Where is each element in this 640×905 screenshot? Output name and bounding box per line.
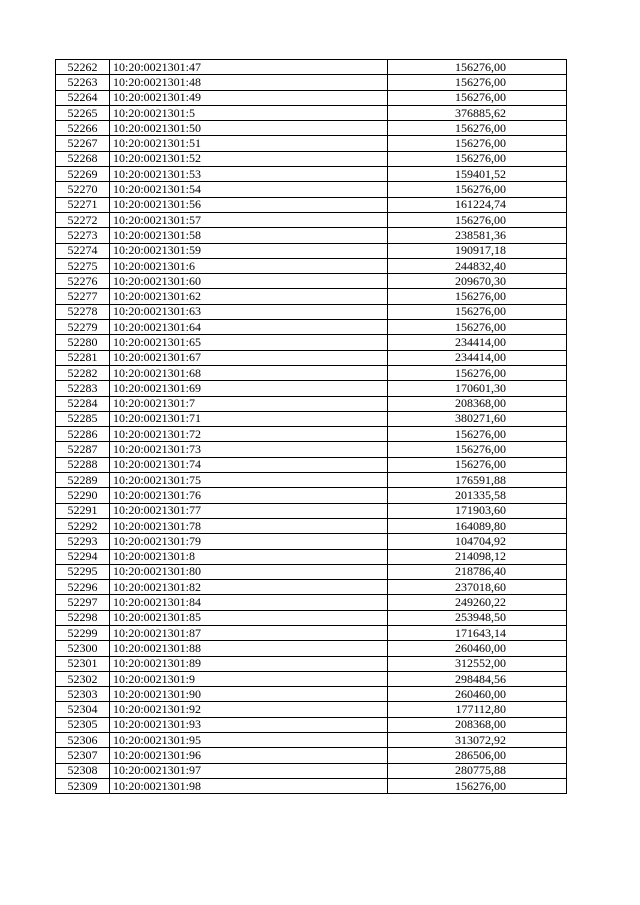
amount-cell: 156276,00: [388, 778, 567, 793]
table-row: [56, 396, 567, 411]
row-number-cell: 52285: [56, 411, 110, 426]
row-number-cell: 52291: [56, 503, 110, 518]
amount-cell: 190917,18: [388, 243, 567, 258]
cadastral-number-cell: 10:20:0021301:77: [110, 503, 388, 518]
amount-cell: 218786,40: [388, 564, 567, 579]
amount-cell: 156276,00: [388, 457, 567, 472]
cadastral-number-cell: 10:20:0021301:60: [110, 274, 388, 289]
amount-cell: 298484,56: [388, 671, 567, 686]
cadastral-number-cell: 10:20:0021301:98: [110, 778, 388, 793]
amount-cell: 171643,14: [388, 625, 567, 640]
row-number-cell: 52268: [56, 151, 110, 166]
row-number-cell: 52304: [56, 702, 110, 717]
amount-cell: 171903,60: [388, 503, 567, 518]
table-row: [56, 121, 567, 136]
cadastral-number-cell: 10:20:0021301:87: [110, 625, 388, 640]
row-number-cell: 52287: [56, 442, 110, 457]
cadastral-number-cell: 10:20:0021301:84: [110, 595, 388, 610]
row-number-cell: 52303: [56, 687, 110, 702]
cadastral-number-cell: 10:20:0021301:7: [110, 396, 388, 411]
cadastral-number-cell: 10:20:0021301:76: [110, 488, 388, 503]
cadastral-number-cell: 10:20:0021301:89: [110, 656, 388, 671]
table-row: [56, 365, 567, 380]
amount-cell: 249260,22: [388, 595, 567, 610]
cadastral-number-cell: 10:20:0021301:71: [110, 411, 388, 426]
cadastral-number-cell: 10:20:0021301:56: [110, 197, 388, 212]
table-row: [56, 610, 567, 625]
data-table: [55, 59, 567, 794]
cadastral-number-cell: 10:20:0021301:67: [110, 350, 388, 365]
row-number-cell: 52273: [56, 228, 110, 243]
row-number-cell: 52267: [56, 136, 110, 151]
amount-cell: 156276,00: [388, 121, 567, 136]
table-row: [56, 473, 567, 488]
cadastral-number-cell: 10:20:0021301:65: [110, 335, 388, 350]
cadastral-number-cell: 10:20:0021301:97: [110, 763, 388, 778]
row-number-cell: 52279: [56, 320, 110, 335]
cadastral-number-cell: 10:20:0021301:80: [110, 564, 388, 579]
cadastral-number-cell: 10:20:0021301:90: [110, 687, 388, 702]
amount-cell: 244832,40: [388, 258, 567, 273]
table-row: [56, 427, 567, 442]
amount-cell: 156276,00: [388, 289, 567, 304]
table-row: [56, 656, 567, 671]
cadastral-number-cell: 10:20:0021301:64: [110, 320, 388, 335]
row-number-cell: 52282: [56, 365, 110, 380]
amount-cell: 161224,74: [388, 197, 567, 212]
table-row: [56, 90, 567, 105]
row-number-cell: 52283: [56, 381, 110, 396]
row-number-cell: 52294: [56, 549, 110, 564]
row-number-cell: 52306: [56, 733, 110, 748]
table-row: [56, 702, 567, 717]
row-number-cell: 52308: [56, 763, 110, 778]
row-number-cell: 52272: [56, 212, 110, 227]
amount-cell: 156276,00: [388, 60, 567, 75]
table-row: [56, 381, 567, 396]
table-row: [56, 258, 567, 273]
amount-cell: 376885,62: [388, 105, 567, 120]
cadastral-number-cell: 10:20:0021301:72: [110, 427, 388, 442]
cadastral-number-cell: 10:20:0021301:57: [110, 212, 388, 227]
row-number-cell: 52296: [56, 580, 110, 595]
cadastral-number-cell: 10:20:0021301:52: [110, 151, 388, 166]
table-row: [56, 763, 567, 778]
table-row: [56, 748, 567, 763]
amount-cell: 237018,60: [388, 580, 567, 595]
table-row: [56, 778, 567, 793]
amount-cell: 238581,36: [388, 228, 567, 243]
table-row: [56, 518, 567, 533]
table-body: [56, 60, 567, 794]
row-number-cell: 52270: [56, 182, 110, 197]
amount-cell: 156276,00: [388, 365, 567, 380]
cadastral-number-cell: 10:20:0021301:59: [110, 243, 388, 258]
row-number-cell: 52271: [56, 197, 110, 212]
cadastral-number-cell: 10:20:0021301:78: [110, 518, 388, 533]
row-number-cell: 52293: [56, 534, 110, 549]
row-number-cell: 52264: [56, 90, 110, 105]
cadastral-number-cell: 10:20:0021301:54: [110, 182, 388, 197]
amount-cell: 156276,00: [388, 136, 567, 151]
table-row: [56, 717, 567, 732]
cadastral-number-cell: 10:20:0021301:51: [110, 136, 388, 151]
cadastral-number-cell: 10:20:0021301:50: [110, 121, 388, 136]
table-row: [56, 60, 567, 75]
amount-cell: 260460,00: [388, 687, 567, 702]
row-number-cell: 52266: [56, 121, 110, 136]
table-row: [56, 105, 567, 120]
amount-cell: 156276,00: [388, 75, 567, 90]
amount-cell: 156276,00: [388, 212, 567, 227]
amount-cell: 156276,00: [388, 427, 567, 442]
amount-cell: 286506,00: [388, 748, 567, 763]
table-row: [56, 289, 567, 304]
row-number-cell: 52262: [56, 60, 110, 75]
row-number-cell: 52290: [56, 488, 110, 503]
row-number-cell: 52297: [56, 595, 110, 610]
table-row: [56, 488, 567, 503]
cadastral-number-cell: 10:20:0021301:58: [110, 228, 388, 243]
amount-cell: 176591,88: [388, 473, 567, 488]
amount-cell: 170601,30: [388, 381, 567, 396]
row-number-cell: 52289: [56, 473, 110, 488]
row-number-cell: 52307: [56, 748, 110, 763]
cadastral-number-cell: 10:20:0021301:49: [110, 90, 388, 105]
table-row: [56, 503, 567, 518]
table-row: [56, 641, 567, 656]
cadastral-number-cell: 10:20:0021301:47: [110, 60, 388, 75]
table-row: [56, 75, 567, 90]
amount-cell: 209670,30: [388, 274, 567, 289]
table-row: [56, 733, 567, 748]
row-number-cell: 52276: [56, 274, 110, 289]
row-number-cell: 52302: [56, 671, 110, 686]
amount-cell: 164089,80: [388, 518, 567, 533]
row-number-cell: 52274: [56, 243, 110, 258]
row-number-cell: 52281: [56, 350, 110, 365]
amount-cell: 156276,00: [388, 90, 567, 105]
table-row: [56, 320, 567, 335]
table-row: [56, 167, 567, 182]
cadastral-number-cell: 10:20:0021301:69: [110, 381, 388, 396]
table-row: [56, 671, 567, 686]
row-number-cell: 52284: [56, 396, 110, 411]
amount-cell: 234414,00: [388, 350, 567, 365]
table-row: [56, 197, 567, 212]
cadastral-number-cell: 10:20:0021301:53: [110, 167, 388, 182]
table-row: [56, 228, 567, 243]
cadastral-number-cell: 10:20:0021301:8: [110, 549, 388, 564]
row-number-cell: 52265: [56, 105, 110, 120]
cadastral-number-cell: 10:20:0021301:48: [110, 75, 388, 90]
cadastral-number-cell: 10:20:0021301:62: [110, 289, 388, 304]
table-row: [56, 212, 567, 227]
amount-cell: 177112,80: [388, 702, 567, 717]
cadastral-number-cell: 10:20:0021301:68: [110, 365, 388, 380]
table-row: [56, 625, 567, 640]
row-number-cell: 52263: [56, 75, 110, 90]
cadastral-number-cell: 10:20:0021301:73: [110, 442, 388, 457]
cadastral-number-cell: 10:20:0021301:82: [110, 580, 388, 595]
row-number-cell: 52305: [56, 717, 110, 732]
table-row: [56, 580, 567, 595]
amount-cell: 313072,92: [388, 733, 567, 748]
cadastral-number-cell: 10:20:0021301:5: [110, 105, 388, 120]
cadastral-number-cell: 10:20:0021301:96: [110, 748, 388, 763]
amount-cell: 156276,00: [388, 182, 567, 197]
row-number-cell: 52292: [56, 518, 110, 533]
amount-cell: 208368,00: [388, 396, 567, 411]
table-row: [56, 136, 567, 151]
table-row: [56, 243, 567, 258]
row-number-cell: 52277: [56, 289, 110, 304]
cadastral-number-cell: 10:20:0021301:79: [110, 534, 388, 549]
cadastral-number-cell: 10:20:0021301:75: [110, 473, 388, 488]
table-row: [56, 151, 567, 166]
row-number-cell: 52280: [56, 335, 110, 350]
table-row: [56, 304, 567, 319]
row-number-cell: 52269: [56, 167, 110, 182]
row-number-cell: 52286: [56, 427, 110, 442]
amount-cell: 156276,00: [388, 320, 567, 335]
row-number-cell: 52301: [56, 656, 110, 671]
amount-cell: 280775,88: [388, 763, 567, 778]
row-number-cell: 52309: [56, 778, 110, 793]
table-row: [56, 350, 567, 365]
table-row: [56, 335, 567, 350]
amount-cell: 380271,60: [388, 411, 567, 426]
table-row: [56, 411, 567, 426]
amount-cell: 234414,00: [388, 335, 567, 350]
table-row: [56, 687, 567, 702]
table-row: [56, 564, 567, 579]
row-number-cell: 52275: [56, 258, 110, 273]
table-row: [56, 549, 567, 564]
table-row: [56, 274, 567, 289]
table-row: [56, 457, 567, 472]
amount-cell: 156276,00: [388, 442, 567, 457]
amount-cell: 214098,12: [388, 549, 567, 564]
row-number-cell: 52300: [56, 641, 110, 656]
table-row: [56, 182, 567, 197]
table-row: [56, 442, 567, 457]
amount-cell: 208368,00: [388, 717, 567, 732]
cadastral-number-cell: 10:20:0021301:63: [110, 304, 388, 319]
cadastral-number-cell: 10:20:0021301:74: [110, 457, 388, 472]
amount-cell: 156276,00: [388, 151, 567, 166]
amount-cell: 156276,00: [388, 304, 567, 319]
row-number-cell: 52278: [56, 304, 110, 319]
amount-cell: 253948,50: [388, 610, 567, 625]
amount-cell: 104704,92: [388, 534, 567, 549]
row-number-cell: 52299: [56, 625, 110, 640]
amount-cell: 312552,00: [388, 656, 567, 671]
table-row: [56, 534, 567, 549]
amount-cell: 201335,58: [388, 488, 567, 503]
cadastral-number-cell: 10:20:0021301:88: [110, 641, 388, 656]
cadastral-number-cell: 10:20:0021301:6: [110, 258, 388, 273]
cadastral-number-cell: 10:20:0021301:9: [110, 671, 388, 686]
cadastral-number-cell: 10:20:0021301:95: [110, 733, 388, 748]
amount-cell: 260460,00: [388, 641, 567, 656]
amount-cell: 159401,52: [388, 167, 567, 182]
cadastral-number-cell: 10:20:0021301:85: [110, 610, 388, 625]
row-number-cell: 52295: [56, 564, 110, 579]
cadastral-number-cell: 10:20:0021301:93: [110, 717, 388, 732]
cadastral-number-cell: 10:20:0021301:92: [110, 702, 388, 717]
row-number-cell: 52288: [56, 457, 110, 472]
row-number-cell: 52298: [56, 610, 110, 625]
table-row: [56, 595, 567, 610]
